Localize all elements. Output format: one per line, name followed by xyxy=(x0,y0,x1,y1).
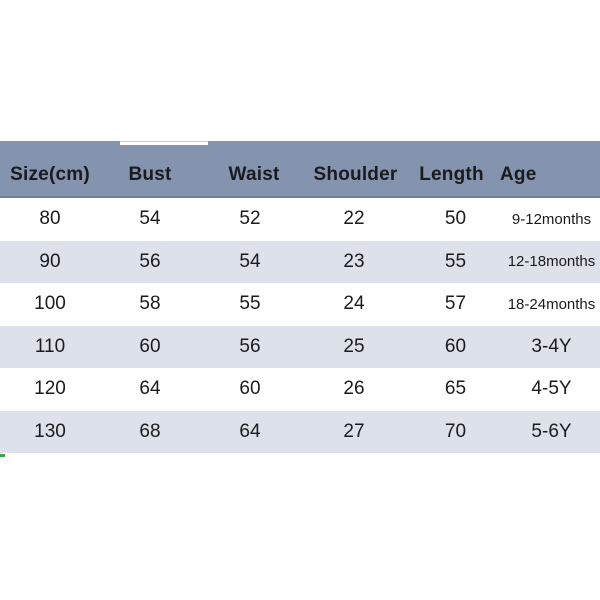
table-cell: 60 xyxy=(139,335,161,357)
table-cell: 64 xyxy=(139,378,161,400)
table-cell: 90 xyxy=(39,250,61,272)
header-top-notch xyxy=(120,141,208,145)
table-cell: 57 xyxy=(444,293,467,315)
header-cell-bust: Bust xyxy=(128,164,172,185)
table-cell: 110 xyxy=(34,335,66,357)
table-cell: 120 xyxy=(34,378,66,400)
table-cell: 60 xyxy=(239,378,261,400)
table-cell: 26 xyxy=(343,378,365,400)
table-row xyxy=(0,241,600,284)
table-cell: 4-5Y xyxy=(531,378,572,400)
table-cell: 50 xyxy=(444,208,467,230)
table-cell: 52 xyxy=(239,208,261,230)
table-cell: 68 xyxy=(139,420,161,442)
table-cell: 18-24months xyxy=(507,295,596,313)
table-cell: 65 xyxy=(444,378,467,400)
table-cell: 27 xyxy=(343,420,365,442)
table-cell: 70 xyxy=(444,420,467,442)
table-cell: 9-12months xyxy=(511,210,592,228)
table-cell: 54 xyxy=(139,208,161,230)
header-cell-age: Age xyxy=(500,164,537,185)
header-cell-shoulder: Shoulder xyxy=(313,164,398,185)
table-cell: 56 xyxy=(239,335,261,357)
size-chart-table xyxy=(0,141,600,453)
table-header-row xyxy=(0,141,600,198)
header-cell-size: Size(cm) xyxy=(10,164,90,185)
table-cell: 25 xyxy=(343,335,365,357)
table-cell: 56 xyxy=(139,250,161,272)
table-body xyxy=(0,198,600,453)
table-cell: 64 xyxy=(239,420,261,442)
table-cell: 22 xyxy=(343,208,365,230)
table-cell: 55 xyxy=(239,293,261,315)
table-cell: 130 xyxy=(34,420,66,442)
header-cell-waist: Waist xyxy=(228,164,280,185)
table-cell: 80 xyxy=(39,208,61,230)
table-cell: 5-6Y xyxy=(531,420,572,442)
header-cell-length: Length xyxy=(419,164,484,185)
table-cell: 54 xyxy=(239,250,261,272)
table-row xyxy=(0,283,600,326)
table-cell: 24 xyxy=(343,293,365,315)
table-cell: 58 xyxy=(139,293,161,315)
table-cell: 3-4Y xyxy=(531,335,572,357)
table-cell: 12-18months xyxy=(507,253,596,271)
table-cell: 100 xyxy=(34,293,66,315)
table-row xyxy=(0,326,600,369)
table-row xyxy=(0,411,600,454)
table-row xyxy=(0,368,600,411)
table-cell: 23 xyxy=(343,250,365,272)
table-cell: 60 xyxy=(444,335,467,357)
table-row xyxy=(0,198,600,241)
table-cell: 55 xyxy=(444,250,467,272)
corner-mark xyxy=(0,454,5,457)
